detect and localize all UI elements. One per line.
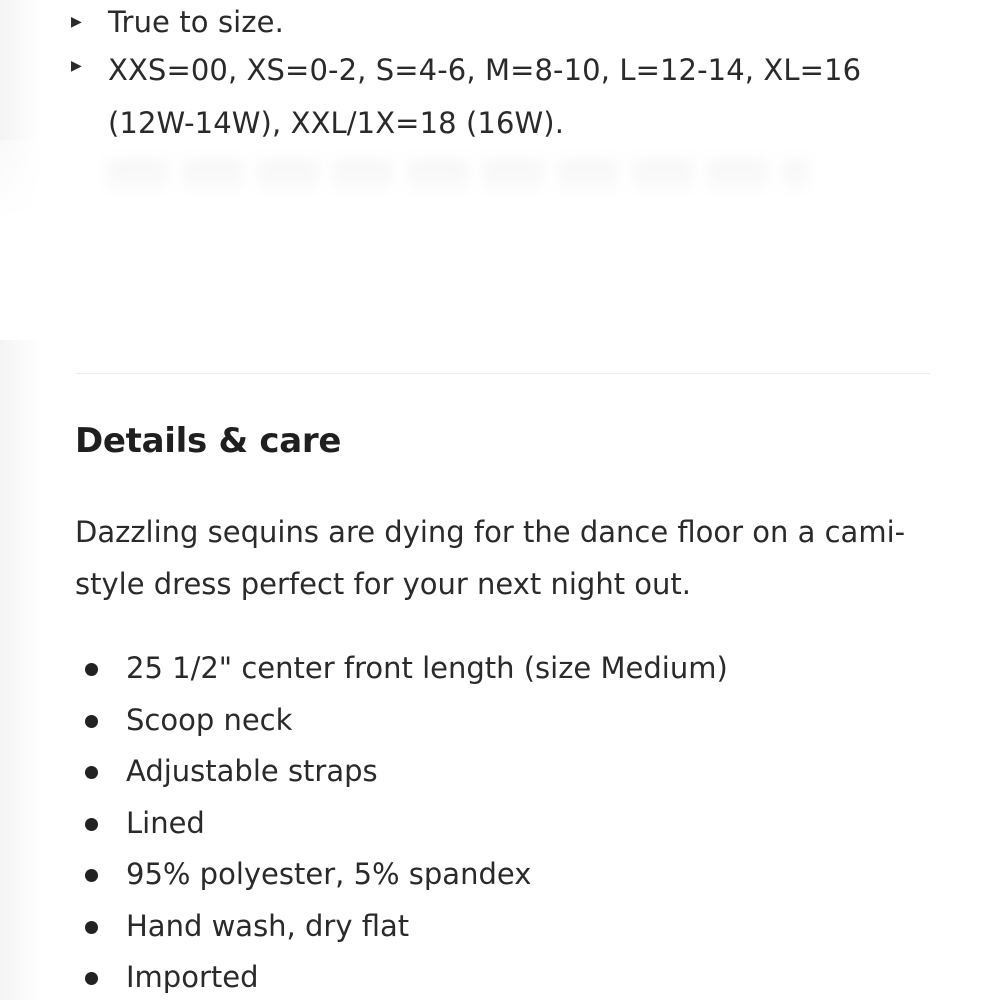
triangle-bullet-icon: ▶ <box>71 58 82 74</box>
bullet-dot-icon <box>85 869 98 882</box>
list-item <box>75 643 935 695</box>
details-item-text: Scoop neck <box>126 702 293 737</box>
details-item-text: Adjustable straps <box>126 754 378 788</box>
details-care-heading: Details & care <box>75 421 342 461</box>
bullet-dot-icon <box>85 663 98 676</box>
list-item <box>75 746 935 798</box>
bullet-dot-icon <box>85 921 98 934</box>
size-fit-item-text: True to size. <box>108 5 284 39</box>
details-item-text: Hand wash, dry flat <box>126 908 410 943</box>
details-item-text: 25 1/2" center front length (size Medium) <box>126 651 728 685</box>
list-item <box>75 901 935 953</box>
size-fit-list <box>66 0 946 150</box>
bullet-dot-icon <box>85 715 98 728</box>
section-divider <box>75 373 930 374</box>
details-item-text: Imported <box>126 960 259 994</box>
details-list <box>75 643 935 1000</box>
bullet-dot-icon <box>85 972 98 985</box>
bullet-dot-icon <box>85 818 98 831</box>
details-item-text: Lined <box>126 805 205 840</box>
triangle-bullet-icon: ▶ <box>71 14 82 30</box>
list-item <box>75 695 935 747</box>
size-fit-section <box>66 0 946 150</box>
list-item <box>75 952 935 1000</box>
read-more-fade-overlay <box>0 140 1000 340</box>
size-fit-item-text: XXS=00, XS=0-2, S=4-6, M=8-10, L=12-14, XL=16 (12W-14W), XXL/1X=18 (16W). <box>108 53 862 140</box>
bullet-dot-icon <box>85 766 98 779</box>
list-item <box>66 44 946 150</box>
list-item <box>75 798 935 850</box>
details-item-text: 95% polyester, 5% spandex <box>126 857 532 891</box>
list-item <box>66 0 946 44</box>
details-description: Dazzling sequins are dying for the dance floor on a cami-style dress perfect for your next night out. <box>75 515 906 601</box>
list-item <box>75 849 935 901</box>
